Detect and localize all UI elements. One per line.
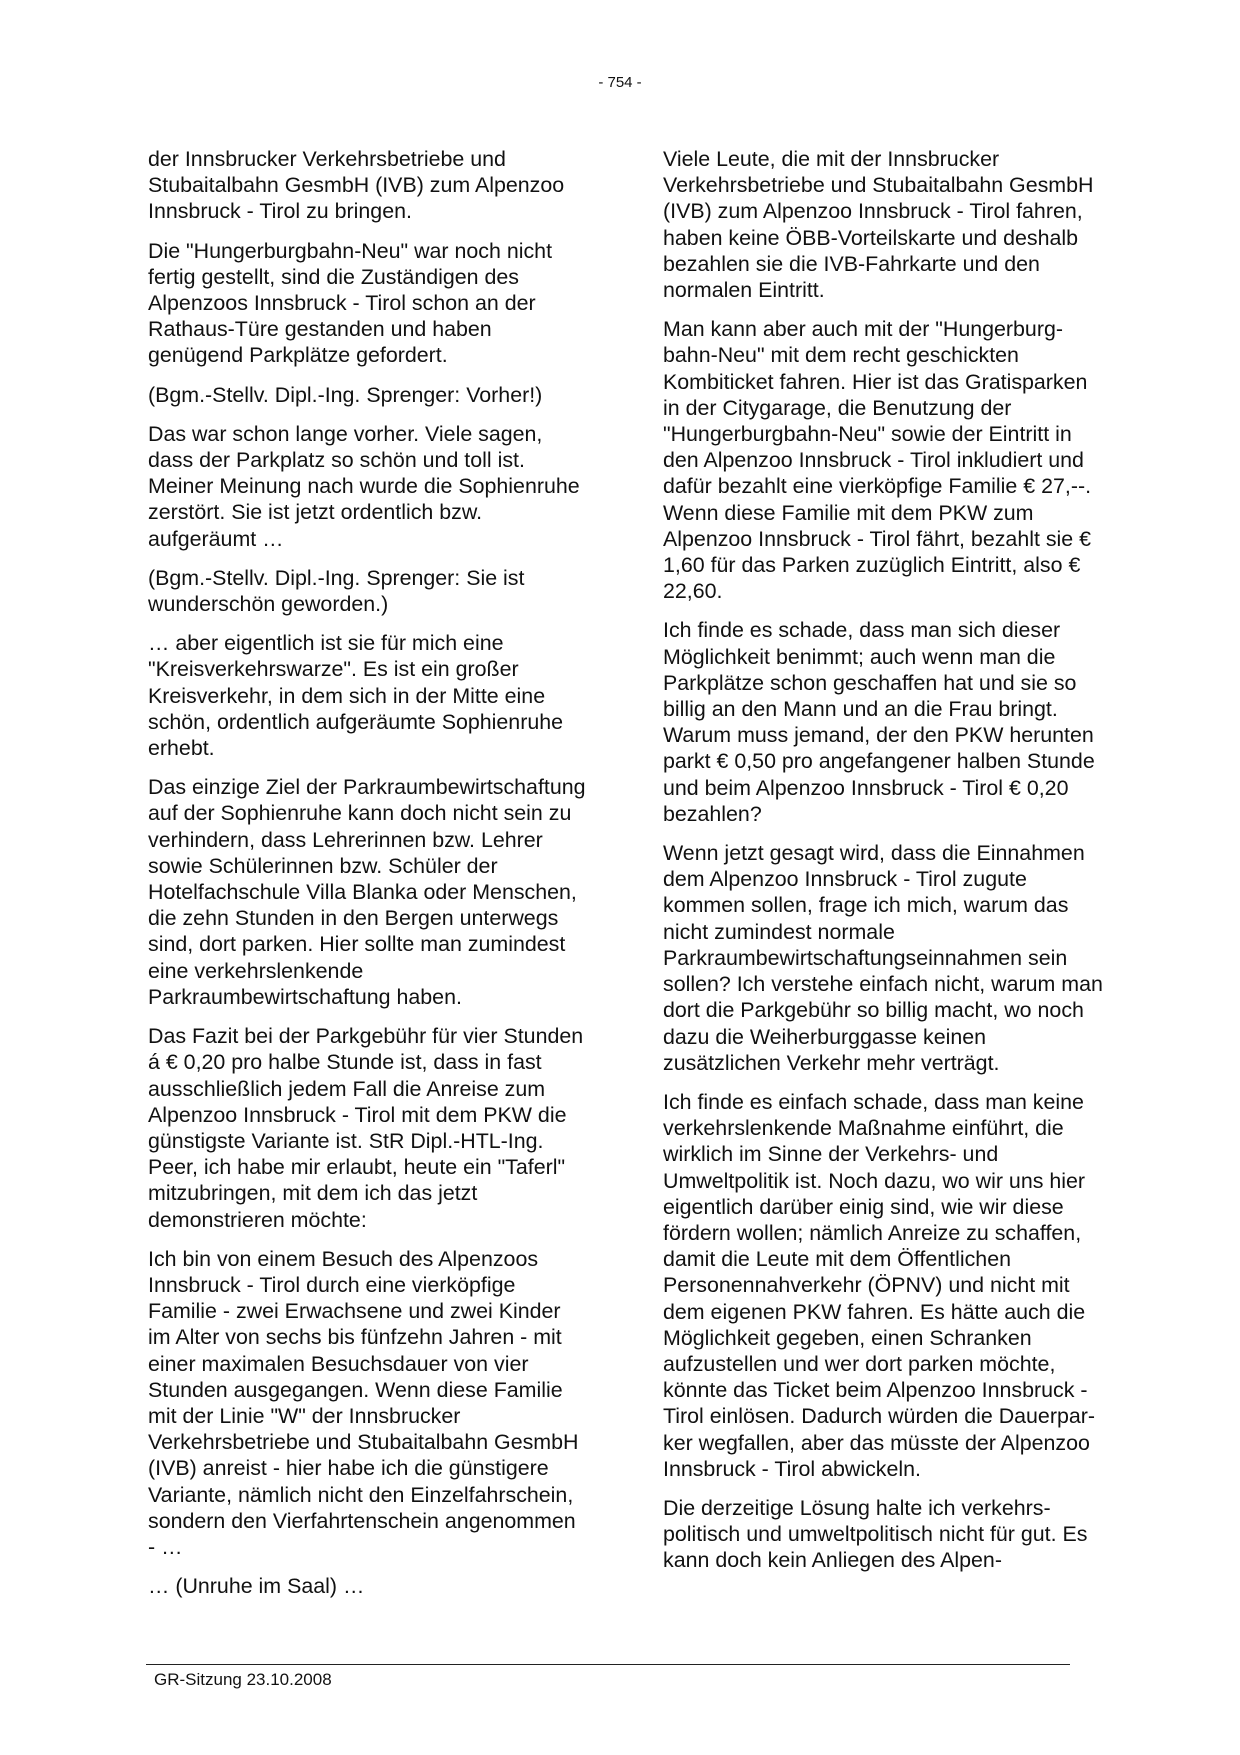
right-column bbox=[663, 146, 1103, 1587]
paragraph: Das Fazit bei der Parkgebühr für vier Stunden á € 0,20 pro halbe Stunde ist, dass in fast ausschließlich jedem Fall die Anreise zum Alpenzoo Innsbruck - Tirol mit dem PKW die günstigste Variante ist. StR Dipl.-HTL-Ing. Peer, ich habe mir erlaubt, heute ein "Taferl" mitzubringen, mit dem ich das jetzt demonstrieren möchte: bbox=[148, 1024, 584, 1232]
footer-session-date: GR-Sitzung 23.10.2008 bbox=[154, 1670, 332, 1689]
left-column bbox=[148, 146, 588, 1612]
paragraph: Wenn jetzt gesagt wird, dass die Einnahmen dem Alpenzoo Innsbruck - Tirol zugute kommen sollen, frage ich mich, warum das nicht zumindest normale Parkraumbewirtschaftungseinnahmen sein sollen? Ich verstehe einfach nicht, warum man dort die Parkgebühr so billig macht, wo noch dazu die Weiherburggasse keinen zusätzlichen Verkehr mehr verträgt. bbox=[663, 841, 1103, 1075]
interjection: (Bgm.-Stellv. Dipl.-Ing. Sprenger: Vorher!) bbox=[148, 382, 543, 407]
paragraph: Ich bin von einem Besuch des Alpenzoos Innsbruck - Tirol durch eine vierköpfige Familie - zwei Erwachsene und zwei Kinder im Alter von sechs bis fünfzehn Jahren - mit einer maximalen Besuchsdauer von vier Stunden ausgegangen. Wenn diese Familie mit der Linie "W" der Innsbrucker Verkehrsbetriebe und Stubaitalbahn GesmbH (IVB) anreist - hier habe ich die günstigere Variante, nämlich nicht den Einzelfahrschein, sondern den Vierfahrtenschein angenommen - … bbox=[148, 1246, 579, 1559]
interjection: (Bgm.-Stellv. Dipl.-Ing. Sprenger: Sie ist wunderschön geworden.) bbox=[148, 565, 525, 617]
paragraph: Das einzige Ziel der Parkraumbewirtschaftung auf der Sophienruhe kann doch nicht sein zu verhindern, dass Lehrerinnen bzw. Lehrer sowie Schülerinnen bzw. Schüler der Hotelfachschule Villa Blanka oder Menschen, die zehn Stunden in den Bergen unterwegs sind, dort parken. Hier sollte man zumindest eine verkehrslenkende Parkraumbewirtschaftung haben. bbox=[148, 775, 586, 1009]
footer-divider bbox=[146, 1664, 1070, 1665]
page-number: - 754 - bbox=[598, 74, 642, 91]
paragraph: Die derzeitige Lösung halte ich verkehrspolitisch und umweltpolitisch nicht für gut. Es kann doch kein Anliegen des Alpen- bbox=[663, 1495, 1088, 1573]
interjection: … (Unruhe im Saal) … bbox=[148, 1574, 365, 1599]
paragraph: der Innsbrucker Verkehrsbetriebe und Stubaitalbahn GesmbH (IVB) zum Alpenzoo Innsbruck - Tirol zu bringen. bbox=[148, 147, 565, 224]
paragraph: Das war schon lange vorher. Viele sagen, dass der Parkplatz so schön und toll ist. Meiner Meinung nach wurde die Sophienruhe zerstört. Sie ist jetzt ordentlich bzw. aufgeräumt … bbox=[148, 421, 580, 551]
paragraph: … aber eigentlich ist sie für mich eine "Kreisverkehrswarze". Es ist ein großer Kreisverkehr, in dem sich in der Mitte eine schön, ordentlich aufgeräumte Sophienruhe erhebt. bbox=[148, 631, 564, 761]
paragraph: Die "Hungerburgbahn-Neu" war noch nicht fertig gestellt, sind die Zuständigen des Alpenzoos Innsbruck - Tirol schon an der Rathaus-Türe gestanden und haben genügend Parkplätze gefordert. bbox=[148, 238, 553, 368]
paragraph: Viele Leute, die mit der Innsbrucker Verkehrsbetriebe und Stubaitalbahn GesmbH (IVB) zum Alpenzoo Innsbruck - Tirol fahren, haben keine ÖBB-Vorteilskarte und deshalb bezahlen sie die IVB-Fahrkarte und den normalen Eintritt. bbox=[663, 147, 1094, 303]
paragraph: Ich finde es schade, dass man sich dieser Möglichkeit benimmt; auch wenn man die Parkplätze schon geschaffen hat und sie so billig an den Mann und an die Frau bringt. Warum muss jemand, der den PKW herunten parkt € 0,50 pro angefangener halben Stunde und beim Alpenzoo Innsbruck - Tirol € 0,20 bezahlen? bbox=[663, 618, 1095, 826]
paragraph: Ich finde es einfach schade, dass man keine verkehrslenkende Maßnahme einführt, die wirklich im Sinne der Verkehrs- und Umweltpolitik ist. Noch dazu, wo wir uns hier eigentlich darüber einig sind, wie wir diese fördern wollen; nämlich Anreize zu schaffen, damit die Leute mit dem Öffentlichen Personennahverkehr (ÖPNV) und nicht mit dem eigenen PKW fahren. Es hätte auch die Möglichkeit gegeben, einen Schranken aufzustellen und wer dort parken möchte, könnte das Ticket beim Alpenzoo Innsbruck - Tirol einlösen. Dadurch würden die Dauerparker wegfallen, aber das müsste der Alpenzoo Innsbruck - Tirol abwickeln. bbox=[663, 1089, 1095, 1481]
paragraph: Man kann aber auch mit der "Hungerburgbahn-Neu" mit dem recht geschickten Kombiticket fahren. Hier ist das Gratisparken in der Citygarage, die Benutzung der "Hungerburgbahn-Neu" sowie der Eintritt in den Alpenzoo Innsbruck - Tirol inkludiert und dafür bezahlt eine vierköpfige Familie € 27,--. Wenn diese Familie mit dem PKW zum Alpenzoo Innsbruck - Tirol fährt, bezahlt sie € 1,60 für das Parken zuzüglich Eintritt, also € 22,60. bbox=[663, 317, 1092, 604]
